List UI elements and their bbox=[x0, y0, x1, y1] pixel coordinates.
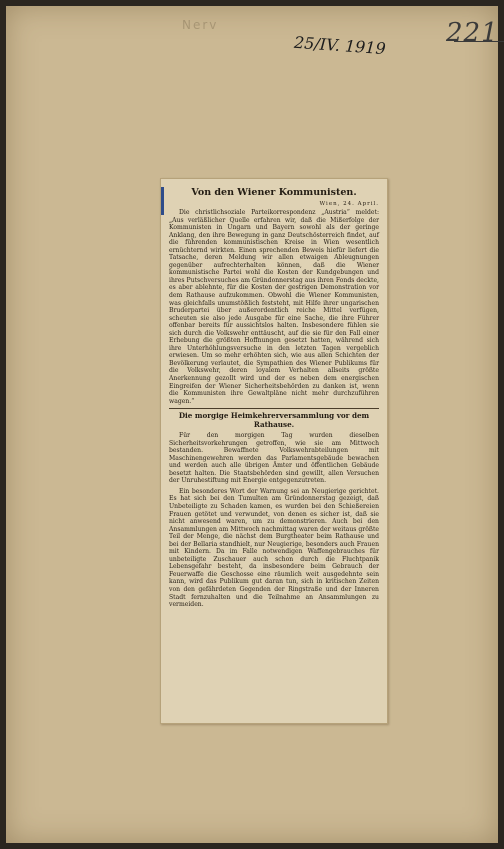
clipping-paragraph-2: Für den morgigen Tag wurden dieselben Sicherheitsvorkehrungen getroffen, wie sie am Mittwoch bestanden. Bewaffnete Volkswehrabteilungen mit Maschinengewehren werden das Parlamentsgebäude bewachen und werden auch alle übrigen Ämter und öffentlichen Gebäude besetzt halten. Die Staatsbehörden sind gewillt, allen Versuchen der Unruhestiftung mit Energie entgegenzutreten. bbox=[169, 432, 379, 485]
archive-sheet bbox=[6, 6, 498, 843]
clipping-paragraph-1: Die christlichsoziale Parteikorrespondenz „Austria“ meldet: „Aus verläßlicher Quelle erfahren wir, daß die Mißerfolge der Kommunisten in Ungarn und Bayern sowohl als der geringe Anklang, den ihre Bewegung in ganz Deutschösterreich findet, auf die führenden kommunistischen Kreise in Wien wesentlich ernüchternd wirkten. Einen sprechenden Beweis hiefür liefert die Tatsache, deren Meldung wir allen etwaigen Ableugnungen gegenüber aufrechterhalten können, daß die Wiener kommunistische Partei wohl die Kosten der Kundgebungen und ihres Putschversuches am Gründonnerstag aus ihren Fonds deckte, es aber ablehnte, für die Kosten der gestrigen Demonstration vor dem Rathause aufzukommen. Obwohl die Wiener Kommunisten, was gleichfalls unumstößlich feststeht, mit Hilfe ihrer ungarischen Bruderpartei über außerordentlich reiche Mittel verfügen, scheuten sie also jede Ausgabe für eine Sache, die ihre Führer offenbar bereits für aussichtslos halten. Insbesondere fühlen sie sich durch die Volkswehr enttäuscht, auf die sie für den Fall einer Erhebung die größten Hoffnungen gesetzt hatten, während sich ihre Unterhöhlungsversuche in den letzten Tagen vergeblich erwiesen. Um so mehr erhöhten sich, wie aus allen Schichten der Bevölkerung verlautet, die Sympathien des Wiener Publikums für die Volkswehr, deren loyalem Verhalten allseits größte Anerkennung gezollt wird und der es neben dem energischen Eingreifen der Wiener Sicherheitsbehörden zu danken ist, wenn die Kommunisten ihre Gewaltpläne nicht mehr durchzuführen wagen.“ bbox=[169, 209, 379, 405]
clipping-paragraph-3: Ein besonderes Wort der Warnung sei an Neugierige gerichtet. Es hat sich bei den Tumulten am Gründonnerstag gezeigt, daß Unbeteiligte zu Schaden kamen, es wurden bei den Schießereien Frauen getötet und verwundet, von denen es sicher ist, daß sie nicht anwesend waren, um zu demonstrieren. Auch bei den Ansammlungen am Mittwoch nachmittag waren der weitaus größte Teil der Menge, die nächst dem Burgtheater beim Rathause und bei der Bellaria standhielt, nur Neugierige, besonders auch Frauen mit Kindern. Da im Falle notwendigen Waffengebrauches für unbeteiligte Zuschauer auch schon durch die Fluchtpanik Lebensgefahr besteht, da insbesondere beim Gebrauch der Feuerwaffe die Geschosse eine räumlich weit ausgedehnte sein kann, wird das Publikum gut daran tun, sich in kritischen Zeiten von den gefährdeten Gegenden der Ringstraße und der Inneren Stadt fernzuhalten und die Teilnahme an Ansammlungen zu vermeiden. bbox=[169, 487, 379, 609]
clipping-subtitle: Die morgige Heimkehrerversammlung vor dem Rathause. bbox=[178, 411, 370, 429]
folio-number: 221 bbox=[446, 18, 499, 48]
divider-rule bbox=[169, 408, 379, 409]
faint-stamp: Nerv bbox=[182, 18, 219, 32]
newspaper-clipping bbox=[160, 178, 388, 724]
clipping-title: Von den Wiener Kommunisten. bbox=[191, 187, 357, 198]
clipping-dateline: Wien, 24. April. bbox=[319, 201, 379, 207]
handwritten-date: 25/IV. 1919 bbox=[293, 32, 387, 59]
